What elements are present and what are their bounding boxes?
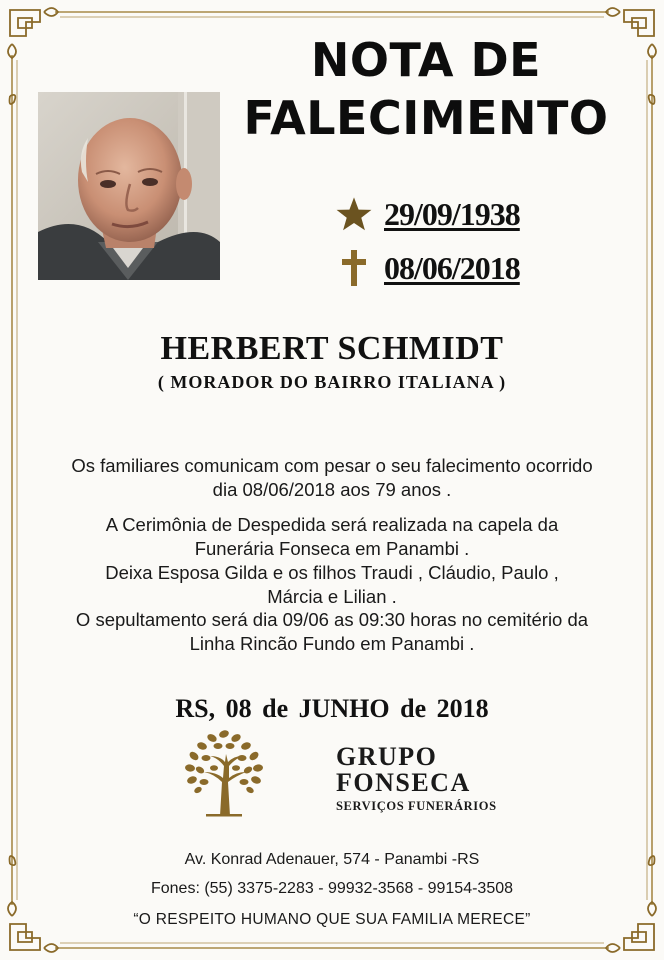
ceremony-line: Funerária Fonseca em Panambi . — [194, 538, 470, 559]
death-date: 08/06/2018 — [384, 249, 520, 286]
star-icon — [334, 194, 374, 234]
burial-line: Linha Rincão Fundo em Panambi . — [189, 633, 475, 654]
deceased-name: HERBERT SCHMIDT — [160, 330, 504, 367]
announcement-line: dia 08/06/2018 aos 79 anos . — [212, 479, 452, 500]
ceremony-line: A Cerimônia de Despedida será realizada na capela da — [105, 514, 559, 535]
funeral-home-brand — [336, 744, 497, 814]
brand-line1: GRUPO — [336, 742, 438, 771]
footer-phones: Fones: (55) 3375-2283 - 99932-3568 - 99154-3508 — [150, 880, 514, 897]
survivors-line: Deixa Esposa Gilda e os filhos Traudi , Cláudio, Paulo , — [105, 562, 559, 583]
brand-line2: FONSECA — [336, 768, 471, 797]
death-date-row — [334, 248, 520, 288]
notice-title-line1: NOTA DE — [310, 33, 542, 87]
birth-date-row — [334, 194, 520, 234]
survivors-line: Márcia e Lilian . — [267, 586, 397, 607]
deceased-residence: ( MORADOR DO BAIRRO ITALIANA ) — [157, 372, 507, 392]
place-date: RS, 08 de JUNHO de 2018 — [175, 694, 489, 723]
footer-address: Av. Konrad Adenauer, 574 - Panambi -RS — [184, 851, 480, 868]
footer-slogan: “O RESPEITO HUMANO QUE SUA FAMILIA MERECE” — [133, 911, 531, 928]
birth-date: 29/09/1938 — [384, 195, 520, 232]
burial-line: O sepultamento será dia 09/06 as 09:30 horas no cemitério da — [75, 609, 589, 630]
cross-icon — [334, 248, 374, 288]
notice-title-line2: FALECIMENTO — [243, 91, 609, 145]
portrait-photo — [38, 92, 220, 280]
brand-tagline: SERVIÇOS FUNERÁRIOS — [336, 799, 497, 813]
announcement-line: Os familiares comunicam com pesar o seu falecimento ocorrido — [71, 455, 593, 476]
tree-icon — [178, 726, 270, 818]
